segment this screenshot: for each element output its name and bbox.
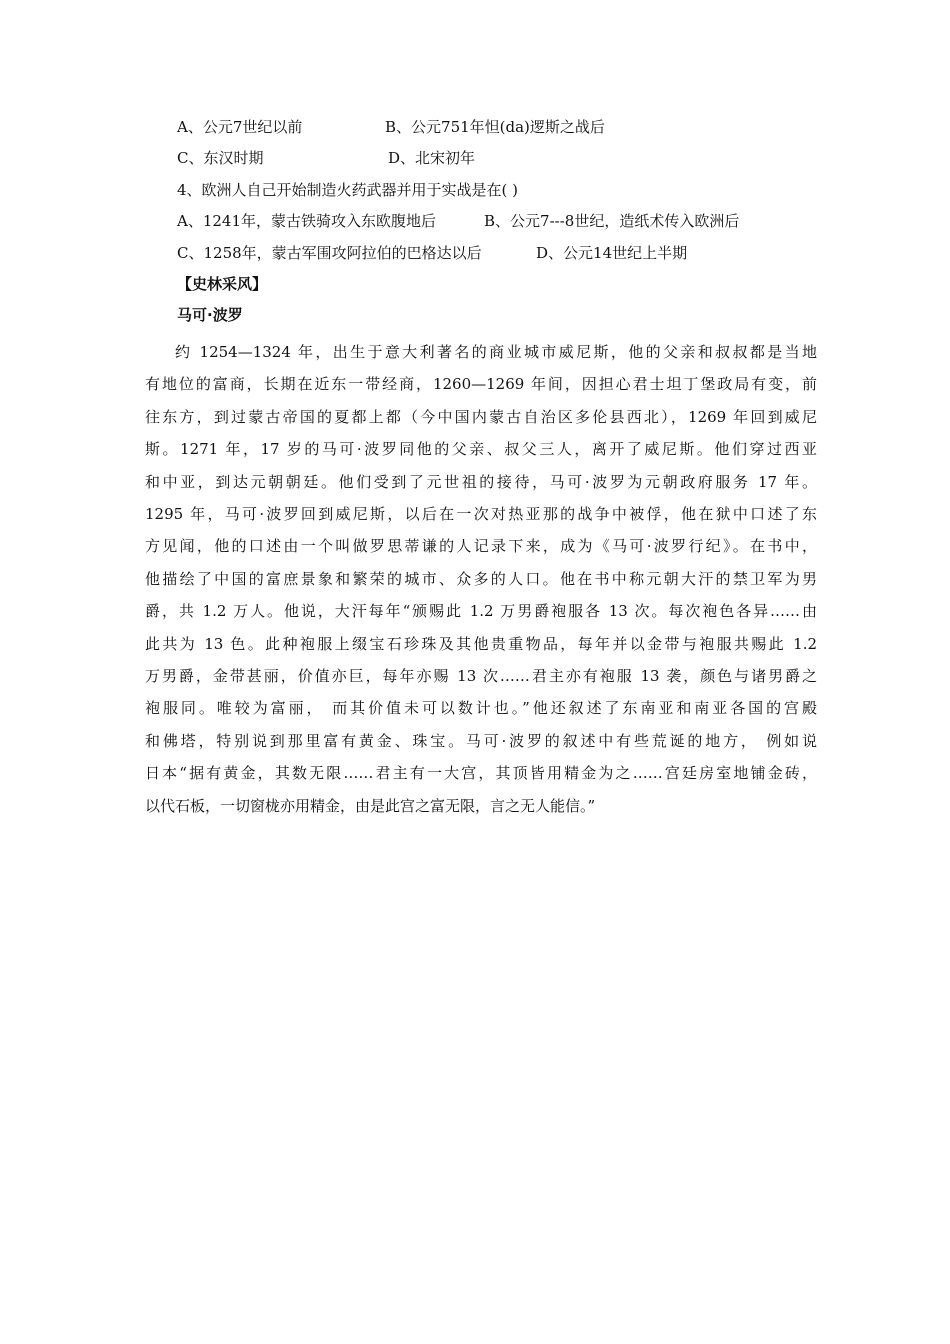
paragraph-line: 有地位的富商，长期在近东一带经商，1260—1269 年间，因担心君士坦丁堡政局有变，前 (145, 375, 817, 394)
q4-option-b: B、公元7---8世纪，造纸术传入欧洲后 (484, 212, 740, 230)
q4-option-d: D、公元14世纪上半期 (536, 244, 688, 262)
paragraph-line: 万男爵，金带甚丽，价值亦巨，每年亦赐 13 次……君主亦有袍服 13 袭，颜色与诸男爵之 (145, 667, 817, 686)
section-title: 【史林采风】 (177, 275, 268, 293)
paragraph-line: 和中亚，到达元朝朝廷。他们受到了元世祖的接待，马可·波罗为元朝政府服务 17 年。 (145, 472, 817, 491)
q4-option-c: C、1258年，蒙古军围攻阿拉伯的巴格达以后 (177, 244, 482, 262)
paragraph-line: 1295 年，马可·波罗回到威尼斯，以后在一次对热亚那的战争中被俘，他在狱中口述了东 (145, 505, 817, 524)
q4-option-a: A、1241年，蒙古铁骑攻入东欧腹地后 (177, 212, 437, 230)
paragraph-line: 袍服同。唯较为富丽， 而其价值未可以数计也。”他还叙述了东南亚和南亚各国的宫殿 (145, 699, 817, 718)
paragraph-line: 日本“据有黄金，其数无限……君主有一大宫，其顶皆用精金为之……宫廷房室地铺金砖， (145, 764, 817, 783)
paragraph-line: 和佛塔，特别说到那里富有黄金、珠宝。马可·波罗的叙述中有些荒诞的地方， 例如说 (145, 731, 817, 750)
paragraph-line: 往东方，到过蒙古帝国的夏都上都（今中国内蒙古自治区多伦县西北），1269 年回到威尼 (145, 407, 817, 426)
biography-paragraph (145, 336, 817, 822)
paragraph-line: 爵，共 1.2 万人。他说，大汗每年“颁赐此 1.2 万男爵袍服各 13 次。每次袍色各异……由 (145, 602, 817, 621)
section-subtitle: 马可·波罗 (177, 306, 243, 324)
q3-option-c: C、东汉时期 (177, 149, 264, 167)
paragraph-line: 方见闻，他的口述由一个叫做罗思蒂谦的人记录下来，成为《马可·波罗行纪》。在书中， (145, 537, 817, 556)
q3-option-d: D、北宋初年 (388, 149, 476, 167)
paragraph-line: 此共为 13 色。此种袍服上缀宝石珍珠及其他贵重物品，每年并以金带与袍服共赐此 1.2 (145, 634, 817, 653)
paragraph-line: 他描绘了中国的富庶景象和繁荣的城市、众多的人口。他在书中称元朝大汗的禁卫军为男 (145, 569, 817, 588)
paragraph-line: 约 1254—1324 年，出生于意大利著名的商业城市威尼斯，他的父亲和叔叔都是当地 (175, 343, 817, 361)
q3-option-a: A、公元7世纪以前 (177, 118, 303, 136)
q4-stem: 4、欧洲人自己开始制造火药武器并用于实战是在( ) (177, 181, 519, 199)
paragraph-line: 以代石板，一切窗栊亦用精金，由是此宫之富无限，言之无人能信。” (145, 796, 596, 815)
q3-option-b: B、公元751年怛(da)逻斯之战后 (385, 118, 605, 136)
paragraph-line: 斯。1271 年，17 岁的马可·波罗同他的父亲、叔父三人，离开了威尼斯。他们穿过西亚 (145, 440, 817, 459)
